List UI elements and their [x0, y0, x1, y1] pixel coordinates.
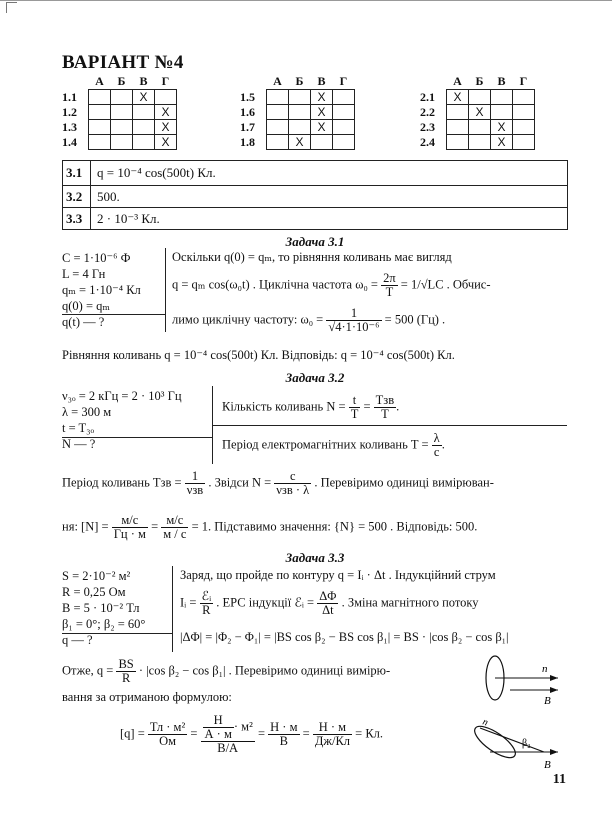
task-3-2-line2: Період електромагнітних коливань T = $\frac{\lambda}{c}$ .	[222, 431, 445, 459]
grid-cell	[289, 90, 311, 105]
grid-cell	[491, 90, 513, 105]
grid-cell	[267, 120, 289, 135]
denominator: А · м	[204, 727, 232, 741]
grid-cell	[111, 135, 133, 150]
grid-cell	[447, 135, 469, 150]
numerator: c	[274, 470, 311, 484]
denominator: √4·1·10⁻⁶	[328, 320, 380, 334]
grid-row	[240, 120, 355, 135]
numerator	[201, 714, 255, 742]
grid-column-header: Г	[339, 74, 348, 88]
text-run: q = qₘ cos(ω₀t) . Циклічна частота ω₀ =	[172, 277, 378, 292]
grid-row-label: 1.7	[240, 119, 255, 134]
grid-cell	[89, 90, 111, 105]
denominator: В/А	[217, 741, 239, 755]
grid-cell: X	[311, 105, 333, 120]
answer-value: q = 10⁻⁴ cos(500t) Кл.	[97, 165, 216, 180]
grid-row-label: 2.2	[420, 104, 435, 119]
grid-corner	[420, 74, 447, 90]
answer-row	[62, 160, 568, 186]
text-run: Період електромагнітних коливань T =	[222, 437, 429, 452]
task-3-1-solution	[172, 248, 567, 334]
grid-column-header: Б	[295, 74, 304, 88]
grid-header-row	[420, 74, 535, 90]
numerator: Н · м	[270, 720, 298, 734]
fraction	[381, 272, 398, 299]
given-line: S = 2·10⁻² м²	[62, 569, 131, 583]
text-run: Отже, q =	[62, 663, 114, 678]
text-run: Iᵢ =	[180, 595, 197, 610]
solution-divider	[212, 425, 567, 426]
given-line: t = T₃ₒ	[62, 421, 95, 435]
grid-cell	[133, 105, 155, 120]
fraction	[349, 394, 361, 421]
grid-cell	[447, 120, 469, 135]
grid-cell	[89, 105, 111, 120]
grid-cell: X	[491, 135, 513, 150]
n-label-2: n	[480, 716, 490, 729]
text-run: = 1. Підставимо значення: {N} = 500 . Відповідь: 500.	[191, 519, 478, 534]
given-line: B = 5 · 10⁻² Тл	[62, 601, 140, 615]
loop-orientation-figure	[460, 648, 570, 774]
grid-column-header: А	[95, 74, 104, 88]
fraction	[268, 721, 299, 748]
denominator: м / с	[163, 527, 187, 541]
page-number: 11	[552, 772, 566, 787]
grid-corner	[62, 74, 89, 90]
grid-cell	[267, 135, 289, 150]
denominator: В	[279, 734, 288, 748]
numerator: 1	[326, 307, 381, 321]
tilted-normal	[480, 728, 544, 752]
grid-cell: X	[133, 90, 155, 105]
grid-row-label: 1.6	[240, 104, 255, 119]
given-line: L = 4 Гн	[62, 267, 106, 281]
text-run: ня: [N] =	[62, 519, 109, 534]
numerator: ℰᵢ	[201, 589, 212, 603]
fraction	[313, 721, 352, 748]
task-3-2-heading: Задача 3.2	[285, 370, 345, 385]
B-label-2: B	[544, 759, 551, 771]
grid-cell	[513, 90, 535, 105]
grid-row-label: 1.3	[62, 119, 77, 134]
task-3-3-heading: Задача 3.3	[285, 550, 345, 565]
grid-cell	[513, 120, 535, 135]
given-divider	[172, 566, 173, 652]
text-run: · |cos β₂ − cos β₁| . Перевіримо одиниці вимірю-	[138, 663, 391, 678]
task-3-3-line5: вання за отриманою формулою:	[62, 690, 232, 704]
denominator: Ом	[159, 734, 176, 748]
grid-row	[420, 105, 535, 120]
denominator: T	[350, 407, 359, 421]
numerator: Н · м	[313, 721, 352, 735]
answer-grid-2	[240, 74, 355, 150]
grid-cell	[333, 120, 355, 135]
text-run: лимо циклічну частоту: ω₀ =	[172, 312, 324, 327]
answer-grid-1	[62, 74, 177, 150]
beta-label: β₂	[522, 738, 531, 749]
task-3-1-given	[62, 250, 141, 330]
grid-cell: X	[155, 135, 177, 150]
grid-row-label: 1.8	[240, 134, 255, 149]
grid-corner	[240, 74, 267, 90]
fraction	[185, 470, 206, 497]
grid-cell	[133, 120, 155, 135]
grid-cell: X	[447, 90, 469, 105]
corner-mark	[6, 2, 17, 13]
grid-cell	[333, 105, 355, 120]
text-run: Період коливань Tзв =	[62, 475, 182, 490]
arrow-head	[550, 675, 558, 681]
numerator: ΔΦ	[319, 589, 337, 603]
text-run: = Кл.	[355, 726, 384, 741]
page-title: ВАРІАНТ №4	[62, 52, 184, 73]
fraction	[116, 658, 135, 685]
fraction	[112, 514, 148, 541]
inner-fraction	[203, 714, 234, 741]
n-label: n	[542, 663, 548, 675]
answer-row	[62, 208, 568, 230]
given-line: q(0) = qₘ	[62, 299, 111, 313]
grid-row	[240, 105, 355, 120]
denominator: Гц · м	[113, 527, 146, 541]
grid-cell	[447, 105, 469, 120]
denominator: νзв · λ	[276, 483, 310, 497]
grid-cell	[513, 135, 535, 150]
grid-row	[62, 120, 177, 135]
grid-cell	[133, 135, 155, 150]
grid-row-label: 2.1	[420, 89, 435, 104]
answer-num: 3.2	[63, 186, 91, 207]
given-line: ν₃ₒ = 2 кГц = 2 · 10³ Гц	[62, 389, 182, 403]
numerator: 1	[185, 470, 206, 484]
task-3-2-line3	[62, 470, 568, 497]
grid-row	[420, 135, 535, 150]
numerator: 2π	[383, 271, 396, 285]
grid-row	[240, 90, 355, 105]
text-run: = 1/√LC . Обчис-	[400, 277, 491, 292]
numerator: Tзв	[375, 393, 395, 407]
grid-cell: X	[289, 135, 311, 150]
grid-row-label: 1.1	[62, 89, 77, 104]
denominator: R	[121, 671, 131, 685]
grid-row	[420, 90, 535, 105]
units-check: [q] = $\frac{\text{Тл · м²}}{Ом}$ = $\frac{Н}{А \cdot м}$ · м² В/А = $\frac{Н \cdot м}{В}$ = $\frac{Н \cdot м}{Дж/Кл}$ = Кл.	[120, 713, 384, 755]
text-run: = 500 (Гц) .	[384, 312, 446, 327]
numerator: t	[349, 394, 361, 408]
fraction	[326, 307, 381, 334]
text-run: · м²	[233, 719, 253, 734]
grid-cell	[469, 120, 491, 135]
task-3-2-given	[62, 388, 182, 452]
given-line: qₘ = 1·10⁻⁴ Кл	[62, 283, 141, 297]
text-run: . Звідси N =	[208, 475, 272, 490]
given-line: N — ?	[62, 437, 96, 451]
task-3-1-conclusion: Рівняння коливань q = 10⁻⁴ cos(500t) Кл. Відповідь: q = 10⁻⁴ cos(500t) Кл.	[62, 348, 455, 362]
grid-row-label: 1.4	[62, 134, 77, 149]
grid-column-header: В	[317, 74, 326, 88]
given-line: λ = 300 м	[62, 405, 112, 419]
numerator: м/с	[161, 514, 188, 528]
task-3-3-line1: Заряд, що пройде по контуру q = Iᵢ · Δt . Індукційний струм	[180, 568, 496, 582]
denominator: c	[433, 445, 440, 459]
text-run: Кількість коливань N =	[222, 399, 346, 414]
grid-cell	[89, 135, 111, 150]
given-line: R = 0,25 Ом	[62, 585, 126, 599]
fraction	[200, 590, 214, 617]
grid-cell	[491, 105, 513, 120]
given-line: q(t) — ?	[62, 315, 105, 329]
answer-value: 2 · 10⁻³ Кл.	[97, 210, 160, 226]
grid-column-header: А	[453, 74, 462, 88]
grid-row	[420, 120, 535, 135]
grid-row	[240, 135, 355, 150]
given-underline	[62, 437, 212, 438]
grid-cell: X	[155, 105, 177, 120]
task-3-3-line4	[62, 658, 462, 685]
fraction	[161, 514, 188, 541]
given-underline	[62, 314, 165, 315]
numerator: λ	[433, 431, 440, 445]
fraction	[274, 470, 311, 497]
grid-cell	[111, 90, 133, 105]
answer-grid-3	[420, 74, 535, 150]
task-3-3-given	[62, 568, 145, 648]
numerator: м/с	[112, 514, 148, 528]
page-top-rule	[0, 0, 612, 1]
grid-cell: X	[469, 105, 491, 120]
grid-cell	[289, 105, 311, 120]
task-3-2-line1: Кількість коливань N = $\frac{t}{T}$ = $\frac{\text{Tзв}}{T}$ .	[222, 393, 400, 421]
B-label: B	[544, 695, 551, 707]
fraction	[201, 714, 255, 755]
numerator: BS	[118, 657, 134, 671]
grid-cell	[469, 135, 491, 150]
short-answers-table	[62, 160, 568, 230]
fraction	[317, 590, 338, 617]
denominator: T	[385, 285, 394, 299]
solution-line: Оскільки q(0) = qₘ, то рівняння коливань має вигляд	[172, 250, 452, 264]
grid-row-label: 2.4	[420, 134, 435, 149]
given-divider	[165, 248, 166, 332]
grid-column-header: Б	[475, 74, 484, 88]
grid-column-header: В	[497, 74, 506, 88]
grid-cell	[111, 105, 133, 120]
fraction	[432, 432, 442, 459]
grid-row-label: 2.3	[420, 119, 435, 134]
grid-cell: X	[491, 120, 513, 135]
denominator: Δt	[322, 603, 334, 617]
text-run: . Перевіримо одиниці вимірюван-	[314, 475, 494, 490]
grid-column-header: В	[139, 74, 148, 88]
grid-cell	[311, 135, 333, 150]
grid-cell: X	[155, 120, 177, 135]
grid-cell	[111, 120, 133, 135]
answer-value: 500.	[97, 188, 120, 204]
answer-row	[62, 186, 568, 208]
fraction	[148, 721, 187, 748]
grid-cell	[89, 120, 111, 135]
task-3-1-heading: Задача 3.1	[285, 234, 345, 249]
grid-column-header: Г	[161, 74, 170, 88]
arrow-head	[550, 687, 558, 693]
answer-num: 3.1	[63, 161, 91, 185]
grid-column-header: Г	[519, 74, 528, 88]
task-3-3-line2	[180, 590, 568, 617]
grid-cell: X	[311, 90, 333, 105]
grid-row	[62, 90, 177, 105]
grid-cell	[469, 90, 491, 105]
arrow-head	[550, 749, 558, 755]
task-3-2-line4: ня: [N] = $\frac{м/с}{Гц \cdot м}$ = $\frac{м/с}{м / с}$ = 1. Підставимо значення: {N} = 500 . Відповідь: 500.	[62, 513, 478, 541]
grid-header-row	[62, 74, 177, 90]
grid-row	[62, 135, 177, 150]
denominator: T	[381, 407, 389, 421]
grid-row-label: 1.5	[240, 89, 255, 104]
grid-row	[62, 105, 177, 120]
numerator: Тл · м²	[149, 720, 186, 734]
denominator: Дж/Кл	[314, 734, 351, 748]
grid-cell	[333, 90, 355, 105]
grid-cell	[155, 90, 177, 105]
given-line: β₁ = 0°; β₂ = 60°	[62, 617, 146, 631]
grid-cell	[289, 120, 311, 135]
text-run: [q] =	[120, 726, 145, 741]
grid-header-row	[240, 74, 355, 90]
grid-column-header: Б	[117, 74, 126, 88]
grid-cell	[513, 105, 535, 120]
grid-cell	[333, 135, 355, 150]
task-3-3-line3: |ΔΦ| = |Φ₂ − Φ₁| = |BS cos β₂ − BS cos β₁| = BS · |cos β₂ − cos β₁|	[180, 630, 509, 644]
given-line: C = 1·10⁻⁶ Ф	[62, 251, 131, 265]
numerator: Н	[203, 714, 234, 728]
denominator: R	[202, 603, 211, 617]
grid-row-label: 1.2	[62, 104, 77, 119]
tilted-loop-ellipse	[470, 721, 520, 763]
grid-cell: X	[311, 120, 333, 135]
solution-line	[172, 272, 567, 299]
denominator: νзв	[186, 483, 204, 497]
text-run: . Зміна магнітного потоку	[341, 595, 479, 610]
given-line: q — ?	[62, 633, 93, 647]
fraction	[374, 394, 396, 421]
text-run: . ЕРС індукції ℰᵢ =	[216, 595, 315, 610]
grid-column-header: А	[273, 74, 282, 88]
answer-num: 3.3	[63, 208, 91, 229]
given-underline	[62, 633, 172, 634]
grid-cell	[267, 105, 289, 120]
grid-cell	[267, 90, 289, 105]
solution-line	[172, 307, 567, 334]
